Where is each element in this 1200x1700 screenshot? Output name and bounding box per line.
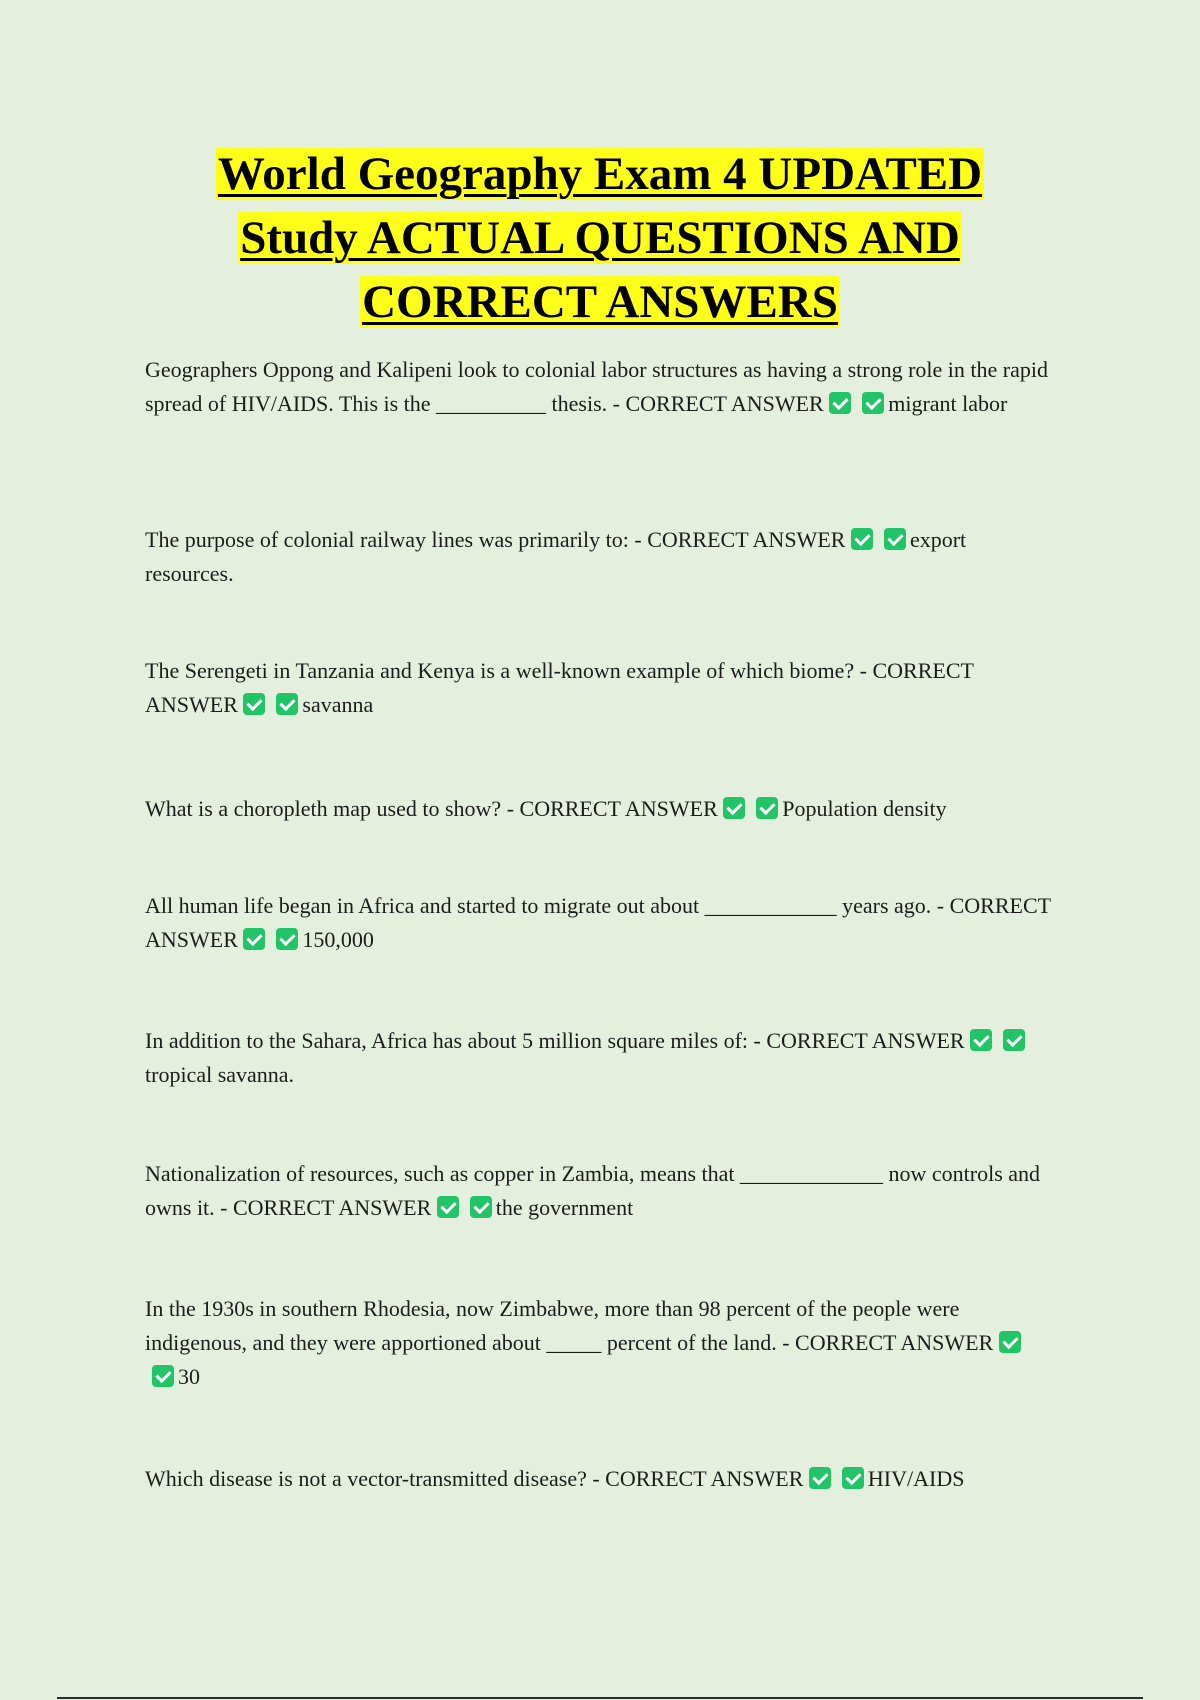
answer-text: migrant labor [888,391,1008,416]
question-text: Which disease is not a vector-transmitted disease? - CORRECT ANSWER [145,1466,804,1491]
title-line-1: World Geography Exam 4 UPDATED [217,148,983,200]
qa-item-1 [145,353,1055,421]
answer-text: HIV/AIDS [867,1466,965,1491]
qa-item-4 [145,792,1055,826]
check-box-icon [884,528,906,550]
qa-item-6 [145,1024,1055,1092]
title-line-2: Study ACTUAL QUESTIONS AND [240,212,960,264]
answer-text: tropical savanna. [145,1062,295,1087]
question-text: Geographers Oppong and Kalipeni look to colonial labor structures as having a strong role in the rapid spread of HIV/AIDS. This is the __________ thesis. - CORRECT ANSWER [145,357,1048,416]
question-text: All human life began in Africa and started to migrate out about ____________ years ago. - CORRECT ANSWER [145,893,1051,952]
question-text: In addition to the Sahara, Africa has about 5 million square miles of: - CORRECT ANSWER [145,1028,965,1053]
answer-text: Population density [782,796,947,821]
check-box-icon [809,1467,831,1489]
title-line-3: CORRECT ANSWERS [362,276,838,328]
answer-text: 30 [178,1364,200,1389]
check-box-icon [276,928,298,950]
qa-item-8 [145,1292,1055,1394]
check-box-icon [829,392,851,414]
check-box-icon [842,1467,864,1489]
question-text: The purpose of colonial railway lines was primarily to: - CORRECT ANSWER [145,527,846,552]
check-box-icon [1003,1029,1025,1051]
check-box-icon [970,1029,992,1051]
question-text: Nationalization of resources, such as copper in Zambia, means that _____________ now controls and owns it. - CORRECT ANSWER [145,1161,1041,1220]
answer-text: savanna [302,692,374,717]
check-box-icon [999,1331,1021,1353]
qa-item-3 [145,654,1055,722]
qa-item-5 [145,889,1055,957]
qa-item-9 [145,1462,1055,1496]
answer-text: export resources. [145,527,967,586]
check-box-icon [276,693,298,715]
qa-item-2 [145,523,1055,591]
check-box-icon [470,1196,492,1218]
question-text: What is a choropleth map used to show? - CORRECT ANSWER [145,796,718,821]
check-box-icon [243,693,265,715]
question-text: In the 1930s in southern Rhodesia, now Zimbabwe, more than 98 percent of the people were indigenous, and they were apportioned about _____ percent of the land. - CORRECT ANSWER [145,1296,994,1355]
check-box-icon [851,528,873,550]
check-box-icon [862,392,884,414]
check-box-icon [152,1365,174,1387]
answer-text: 150,000 [302,927,374,952]
document-title [100,142,1100,334]
answer-text: the government [495,1195,634,1220]
check-box-icon [243,928,265,950]
check-box-icon [723,797,745,819]
check-box-icon [756,797,778,819]
question-text: The Serengeti in Tanzania and Kenya is a well-known example of which biome? - CORRECT ANSWER [145,658,974,717]
qa-item-7 [145,1157,1055,1225]
check-box-icon [437,1196,459,1218]
bottom-divider [57,1697,1143,1699]
